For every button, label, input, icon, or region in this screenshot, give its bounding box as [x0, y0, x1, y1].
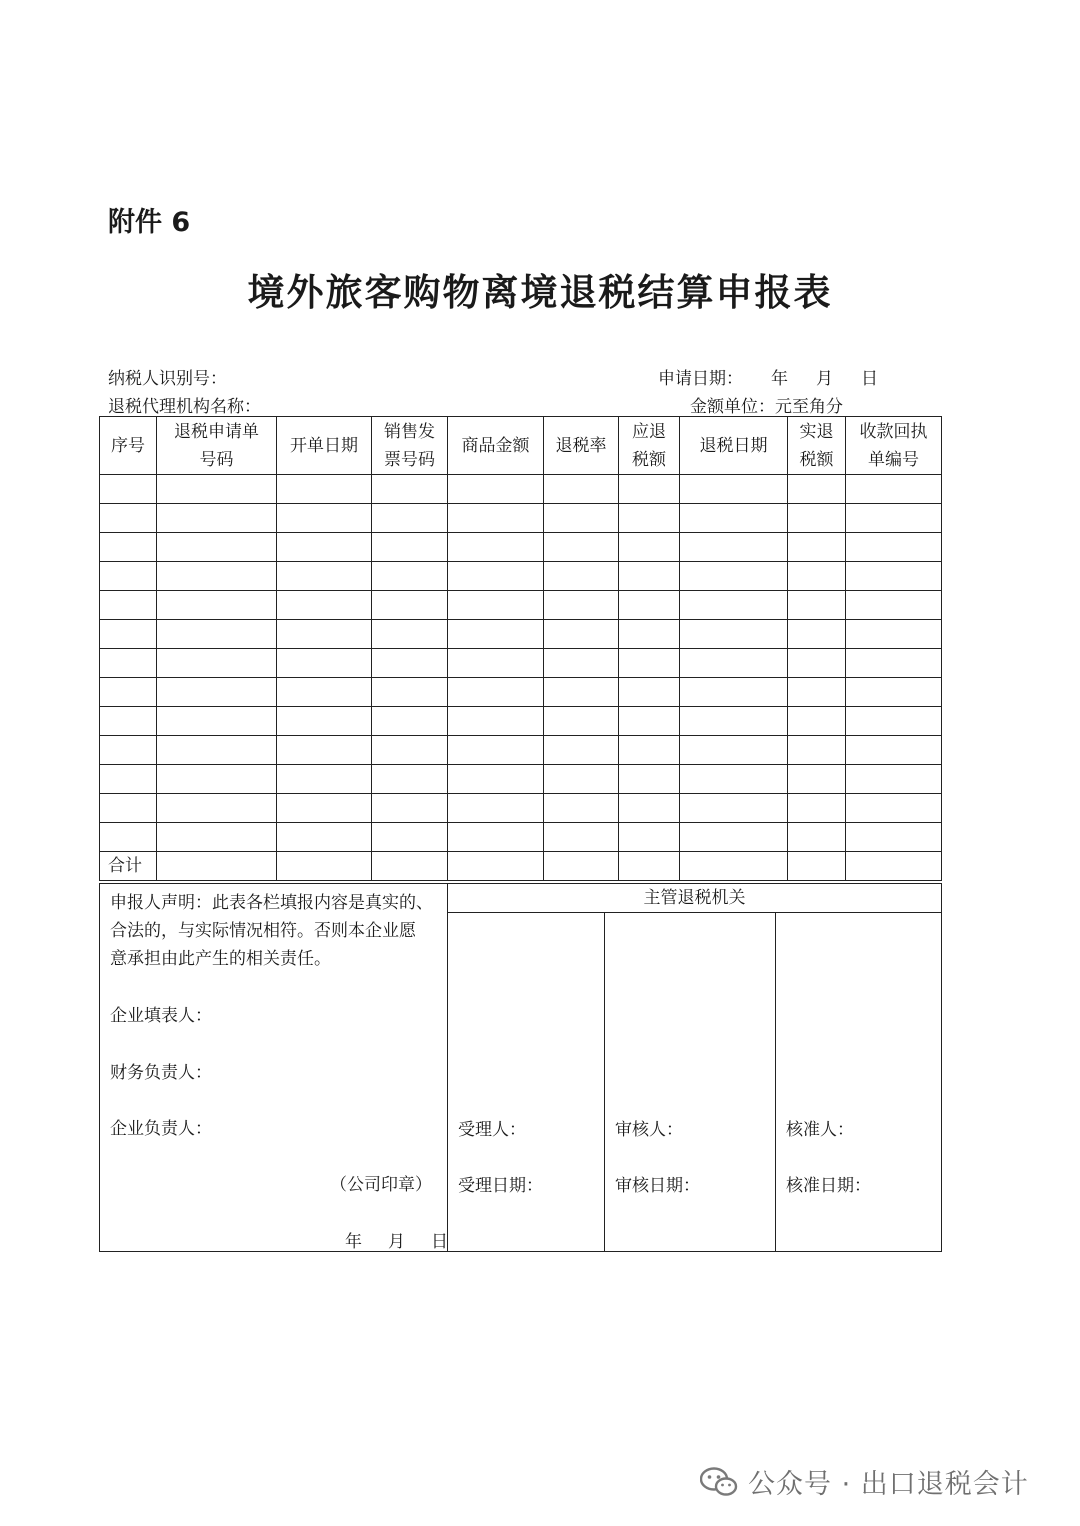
table-cell	[100, 707, 157, 736]
table-row	[100, 591, 942, 620]
table-cell	[100, 504, 157, 533]
table-cell	[619, 504, 680, 533]
table-cell	[277, 562, 372, 591]
table-cell	[846, 533, 942, 562]
receiver-label: 受理人：	[458, 1120, 526, 1140]
total-row	[100, 852, 942, 881]
table-cell	[619, 620, 680, 649]
table-cell	[846, 736, 942, 765]
table-cell	[846, 765, 942, 794]
approve-date-label: 核准日期：	[786, 1176, 871, 1196]
table-cell	[680, 765, 788, 794]
table-cell	[788, 852, 846, 881]
table-cell	[100, 591, 157, 620]
table-cell	[544, 649, 619, 678]
table-cell	[680, 620, 788, 649]
column-header-line: 退税申请单	[174, 421, 259, 442]
table-cell	[619, 562, 680, 591]
table-row	[100, 794, 942, 823]
agency-name-label: 退税代理机构名称：	[108, 397, 261, 417]
attachment-label: 附件 6	[108, 207, 191, 238]
table-cell	[100, 678, 157, 707]
table-cell	[277, 620, 372, 649]
table-cell	[619, 533, 680, 562]
table-cell	[788, 823, 846, 852]
declaration-cell	[100, 884, 448, 1252]
column-header-line: 实退	[799, 421, 834, 442]
table-cell	[372, 794, 448, 823]
declaration-section	[99, 883, 942, 1252]
table-cell	[100, 649, 157, 678]
table-cell	[157, 475, 277, 504]
table-cell	[544, 533, 619, 562]
table-cell	[680, 707, 788, 736]
table-cell	[544, 736, 619, 765]
receiver-cell	[448, 913, 605, 1252]
column-header	[277, 417, 372, 475]
table-row	[100, 707, 942, 736]
column-header-line: 票号码	[384, 449, 435, 470]
table-cell	[788, 649, 846, 678]
table-cell	[846, 562, 942, 591]
authority-header: 主管退税机关	[448, 884, 942, 913]
column-header-line: 单编号	[868, 449, 919, 470]
table-cell	[788, 591, 846, 620]
table-cell	[788, 707, 846, 736]
table-cell	[448, 765, 544, 794]
form-title: 境外旅客购物离境退税结算申报表	[247, 271, 833, 314]
column-header-line: 税额	[799, 449, 834, 470]
table-cell	[544, 562, 619, 591]
table-cell	[372, 533, 448, 562]
table-row	[100, 504, 942, 533]
table-cell	[788, 794, 846, 823]
table-cell	[448, 475, 544, 504]
table-cell	[372, 765, 448, 794]
reviewer-label: 审核人：	[615, 1120, 683, 1140]
table-cell	[277, 823, 372, 852]
wechat-icon	[700, 1467, 738, 1497]
table-cell	[619, 649, 680, 678]
table-cell	[100, 736, 157, 765]
table-cell	[619, 475, 680, 504]
table-cell	[277, 533, 372, 562]
column-header-line: 退税率	[555, 435, 607, 456]
column-header-line: 退税日期	[699, 435, 768, 456]
table-cell	[846, 620, 942, 649]
review-date-label: 审核日期：	[615, 1176, 700, 1196]
apply-date	[658, 364, 878, 389]
table-cell	[680, 678, 788, 707]
table-cell	[788, 736, 846, 765]
table-cell	[619, 678, 680, 707]
column-header	[372, 417, 448, 475]
table-cell	[680, 736, 788, 765]
table-cell	[846, 707, 942, 736]
total-label: 合计	[100, 852, 157, 881]
table-cell	[448, 736, 544, 765]
column-header-line: 号码	[199, 449, 234, 470]
table-cell	[544, 475, 619, 504]
column-header-line: 销售发	[384, 421, 435, 442]
table-cell	[680, 562, 788, 591]
table-cell	[372, 736, 448, 765]
table-cell	[448, 649, 544, 678]
table-cell	[100, 620, 157, 649]
table-cell	[680, 591, 788, 620]
table-cell	[448, 852, 544, 881]
table-cell	[157, 620, 277, 649]
table-cell	[157, 533, 277, 562]
declaration-year: 年	[345, 1232, 362, 1252]
column-header	[157, 417, 277, 475]
table-row	[100, 765, 942, 794]
column-header-line: 税额	[632, 449, 666, 470]
table-cell	[619, 707, 680, 736]
table-cell	[788, 475, 846, 504]
table-cell	[544, 852, 619, 881]
table-cell	[100, 794, 157, 823]
table-cell	[448, 504, 544, 533]
table-cell	[372, 649, 448, 678]
table-row	[100, 678, 942, 707]
column-header	[448, 417, 544, 475]
table-cell	[157, 736, 277, 765]
table-cell	[372, 823, 448, 852]
table-cell	[448, 591, 544, 620]
settlement-table	[99, 416, 942, 881]
table-cell	[448, 562, 544, 591]
table-cell	[372, 620, 448, 649]
table-cell	[157, 591, 277, 620]
table-cell	[100, 533, 157, 562]
column-header	[680, 417, 788, 475]
table-cell	[846, 504, 942, 533]
table-cell	[846, 591, 942, 620]
table-cell	[157, 823, 277, 852]
apply-date-label: 申请日期：	[658, 369, 743, 389]
table-cell	[544, 678, 619, 707]
table-cell	[788, 678, 846, 707]
table-cell	[448, 707, 544, 736]
table-cell	[448, 794, 544, 823]
table-cell	[448, 823, 544, 852]
column-header	[619, 417, 680, 475]
table-cell	[846, 649, 942, 678]
table-cell	[277, 591, 372, 620]
approver-label: 核准人：	[786, 1120, 854, 1140]
table-cell	[100, 823, 157, 852]
receive-date-label: 受理日期：	[458, 1176, 543, 1196]
declaration-line-2: 合法的，与实际情况相符。否则本企业愿	[110, 921, 416, 941]
column-header-line: 收款回执	[859, 421, 928, 442]
table-row	[100, 649, 942, 678]
table-cell	[544, 794, 619, 823]
table-cell	[619, 794, 680, 823]
apply-month: 月	[816, 369, 833, 389]
table-row	[100, 475, 942, 504]
table-cell	[372, 678, 448, 707]
table-cell	[846, 823, 942, 852]
table-cell	[372, 562, 448, 591]
column-header	[788, 417, 846, 475]
table-cell	[277, 504, 372, 533]
table-cell	[619, 823, 680, 852]
table-cell	[157, 562, 277, 591]
table-cell	[157, 649, 277, 678]
declaration-line-3: 意承担由此产生的相关责任。	[110, 949, 331, 969]
declaration-line-1: 申报人声明：此表各栏填报内容是真实的、	[110, 893, 433, 913]
table-cell	[619, 591, 680, 620]
company-head-label: 企业负责人：	[110, 1119, 212, 1139]
column-header-line: 商品金额	[461, 435, 530, 456]
company-seal-label: （公司印章）	[330, 1175, 432, 1195]
table-cell	[846, 678, 942, 707]
table-cell	[448, 678, 544, 707]
table-cell	[788, 504, 846, 533]
table-cell	[157, 852, 277, 881]
taxpayer-id-label: 纳税人识别号：	[108, 369, 227, 389]
table-cell	[788, 533, 846, 562]
table-row	[100, 533, 942, 562]
table-cell	[788, 620, 846, 649]
table-row	[100, 562, 942, 591]
table-cell	[157, 794, 277, 823]
table-cell	[100, 765, 157, 794]
table-row	[100, 736, 942, 765]
table-cell	[788, 765, 846, 794]
table-row	[100, 823, 942, 852]
declaration-day: 日	[431, 1232, 448, 1252]
table-cell	[544, 591, 619, 620]
table-cell	[277, 794, 372, 823]
table-cell	[277, 736, 372, 765]
finance-head-label: 财务负责人：	[110, 1063, 212, 1083]
column-header	[544, 417, 619, 475]
table-cell	[277, 678, 372, 707]
table-header-row	[100, 417, 942, 475]
table-cell	[619, 765, 680, 794]
table-cell	[372, 707, 448, 736]
table-cell	[277, 765, 372, 794]
table-cell	[448, 533, 544, 562]
table-cell	[372, 852, 448, 881]
table-cell	[277, 707, 372, 736]
table-cell	[619, 736, 680, 765]
table-cell	[846, 475, 942, 504]
table-cell	[372, 475, 448, 504]
column-header-line: 开单日期	[290, 435, 358, 456]
reviewer-cell	[605, 913, 776, 1252]
table-cell	[157, 707, 277, 736]
table-cell	[100, 475, 157, 504]
table-cell	[544, 504, 619, 533]
table-cell	[788, 562, 846, 591]
amount-unit-label: 金额单位：元至角分	[690, 397, 843, 417]
table-cell	[544, 823, 619, 852]
table-row	[100, 620, 942, 649]
watermark	[700, 1462, 1029, 1501]
table-cell	[100, 562, 157, 591]
table-cell	[680, 852, 788, 881]
table-cell	[619, 852, 680, 881]
table-cell	[680, 504, 788, 533]
table-cell	[680, 823, 788, 852]
column-header-line: 序号	[111, 435, 145, 456]
table-cell	[372, 504, 448, 533]
table-cell	[544, 765, 619, 794]
table-cell	[680, 533, 788, 562]
table-cell	[544, 707, 619, 736]
column-header-line: 应退	[632, 421, 666, 442]
table-cell	[277, 649, 372, 678]
declaration-date	[345, 1227, 448, 1252]
table-cell	[544, 620, 619, 649]
table-cell	[157, 504, 277, 533]
apply-year: 年	[771, 369, 788, 389]
declaration-month: 月	[388, 1232, 405, 1252]
table-cell	[846, 852, 942, 881]
table-cell	[277, 852, 372, 881]
table-cell	[372, 591, 448, 620]
column-header	[100, 417, 157, 475]
table-cell	[680, 649, 788, 678]
approver-cell	[776, 913, 942, 1252]
table-cell	[680, 794, 788, 823]
form-filler-label: 企业填表人：	[110, 1006, 212, 1026]
table-cell	[157, 678, 277, 707]
table-cell	[846, 794, 942, 823]
column-header	[846, 417, 942, 475]
apply-day: 日	[861, 369, 878, 389]
table-cell	[277, 475, 372, 504]
table-cell	[448, 620, 544, 649]
watermark-text: 公众号 · 出口退税会计	[748, 1469, 1029, 1500]
table-cell	[680, 475, 788, 504]
table-cell	[157, 765, 277, 794]
